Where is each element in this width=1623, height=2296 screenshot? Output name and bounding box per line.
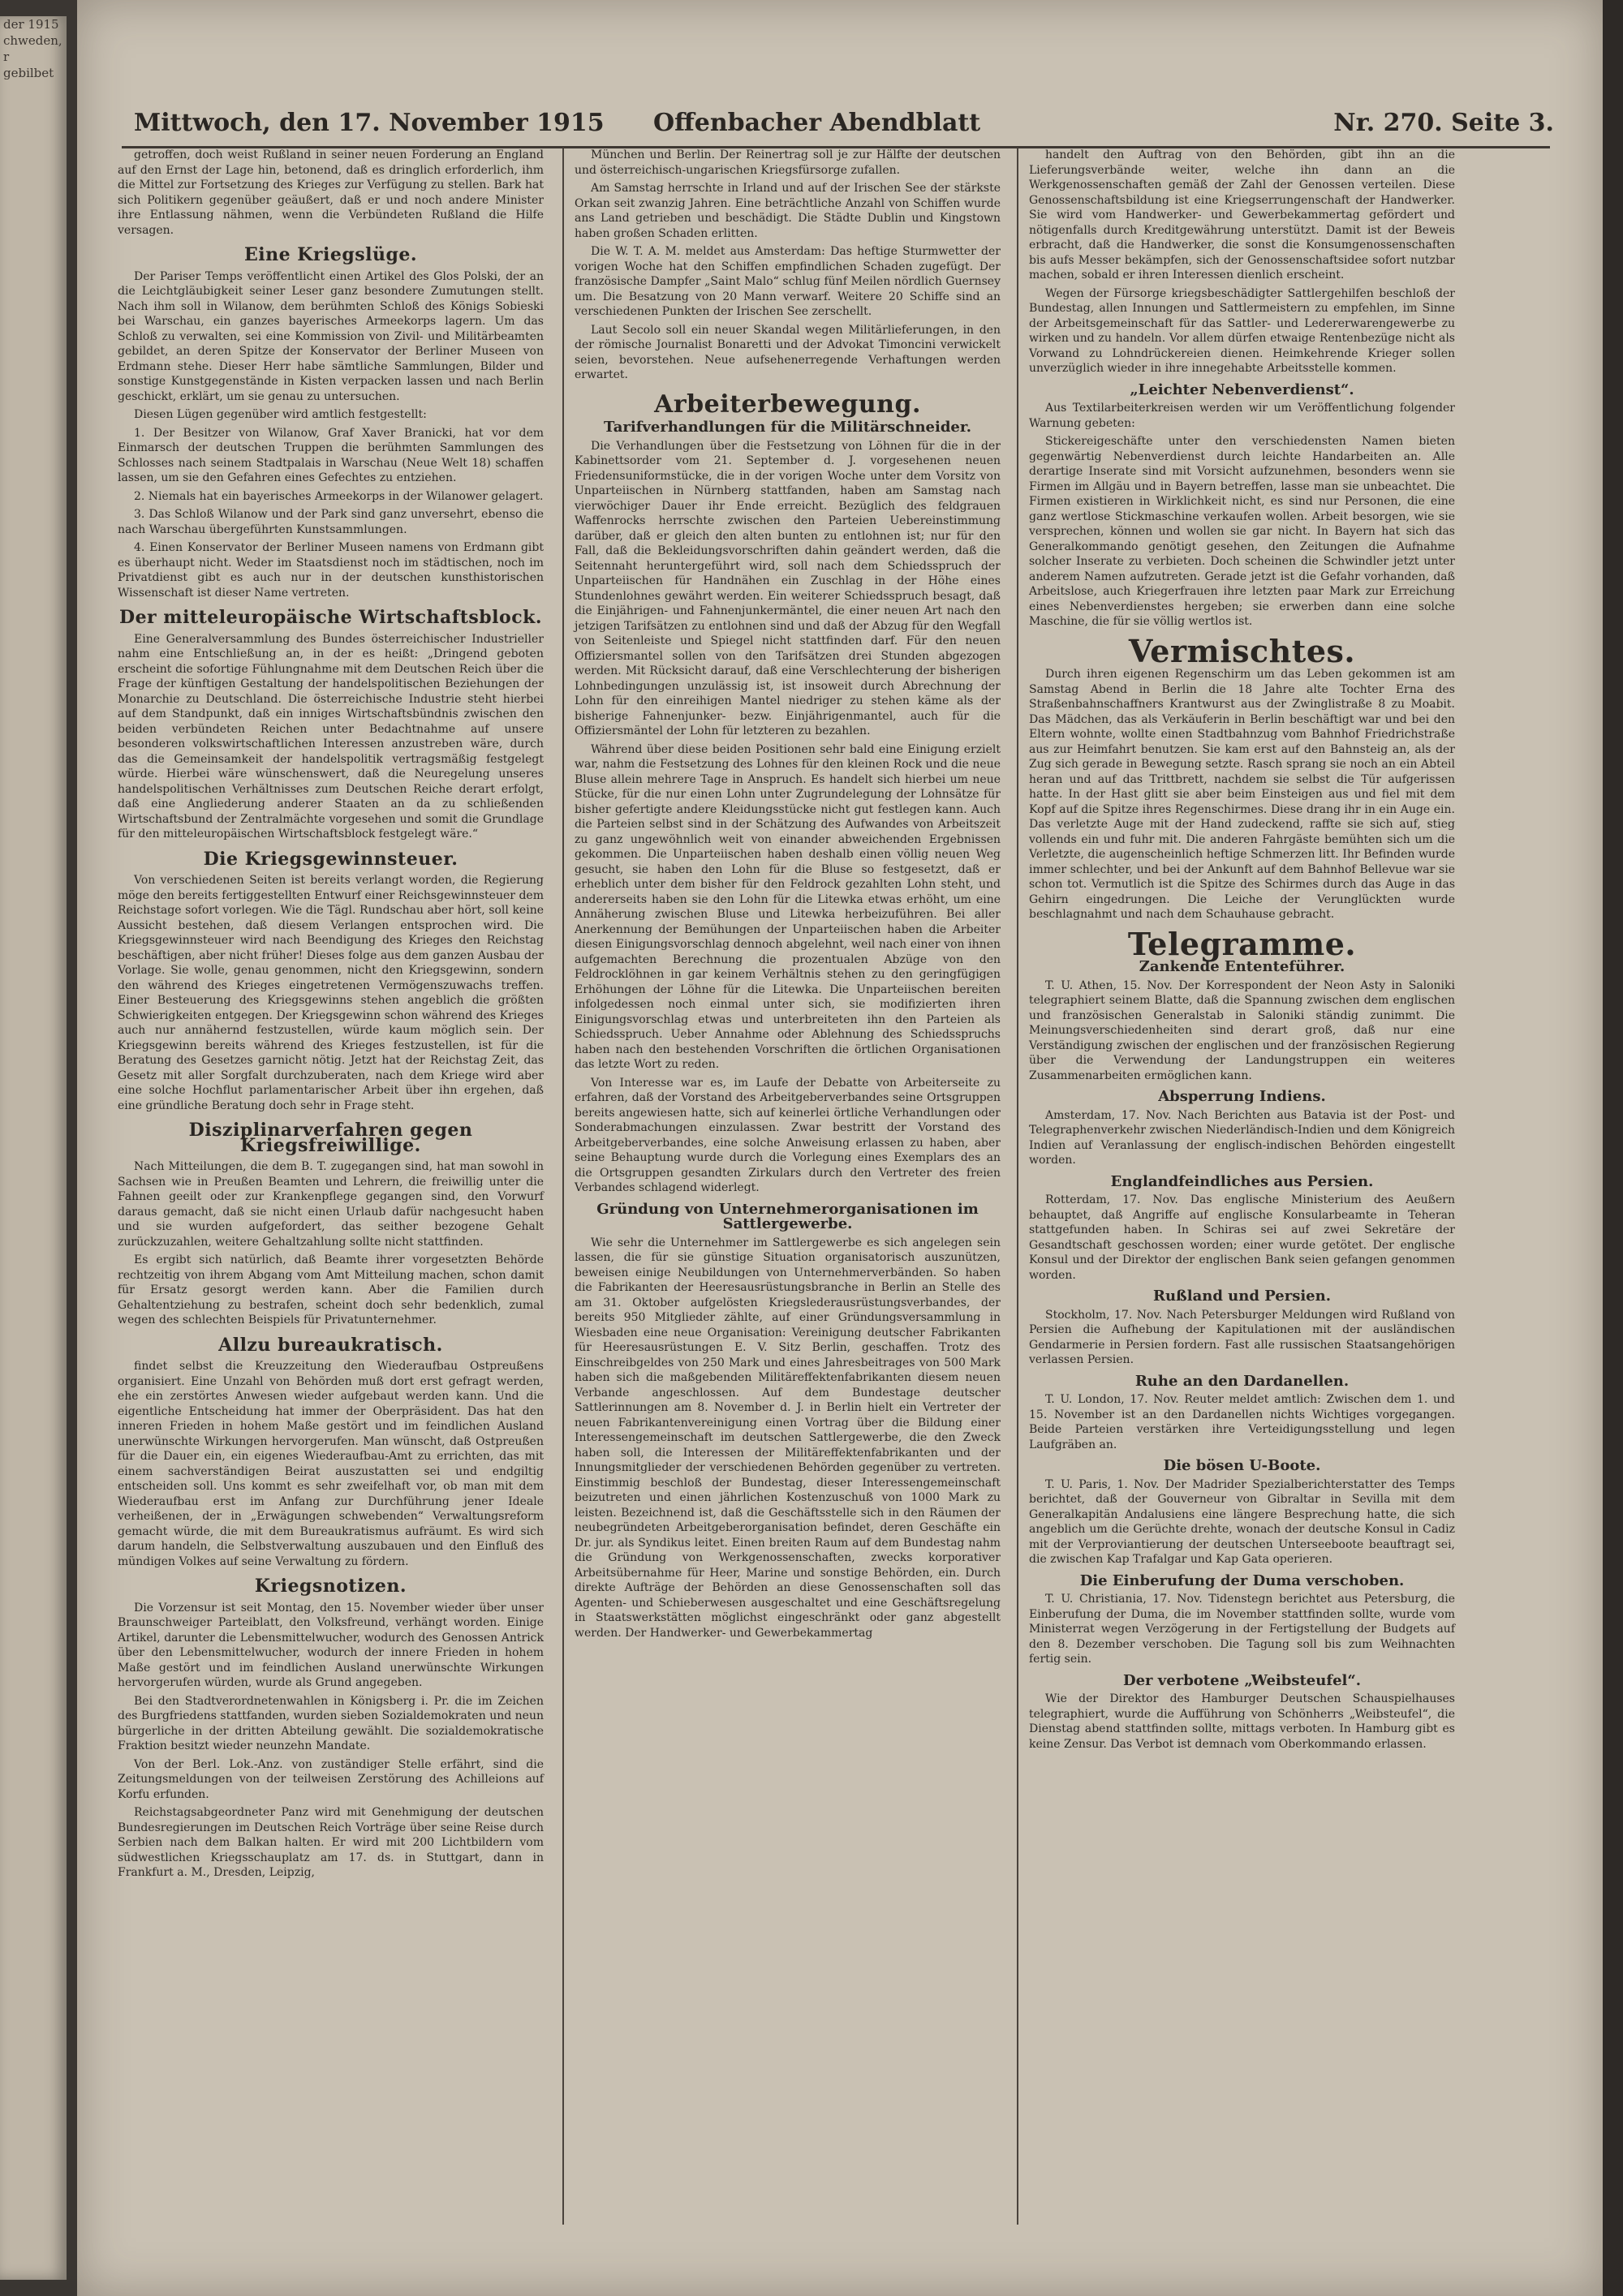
article-heading: Disziplinarverfahren gegen Kriegsfreiwillige. [188, 1120, 473, 1156]
paragraph: Durch ihren eigenen Regenschirm um das Leben gekommen ist am Samstag Abend in Berlin die 18 Jahre alte Tochter Erna des Straßenbahnschaffners Krantwurst aus der Zwinglistraße 8 zu Moabit. Das Mädchen, das als Verkäuferin in Berlin beschäftigt war und bei den Eltern wohnte, wollte einen Stadtbahnzug vom Bahnhof Friedrichstraße aus zur Heimfahrt benutzen. Sie kam erst auf den Bahnsteig an, als der Zug sich gerade in Bewegung setzte. Rasch sprang sie noch an ein Abteil heran und auf das Trittbrett, nachdem sie selbst die Tür aufgerissen hatte. In der Hast glitt sie aber beim Einsteigen aus und fiel mit dem Kopf auf die Spitze ihres Regenschirmes. Diese drang ihr in ein Auge ein. Das verletzte Auge mit der Hand zudeckend, raffte sie sich auf, stieg vollends ein und fuhr mit. Die anderen Fahrgäste bemühten sich um die Verletzte, die augenscheinlich heftige Schmerzen litt. Ihr Befinden wurde immer schlechter, und bei der Ankunft auf dem Bahnhof Bellevue war sie schon tot. Vermutlich ist die Spitze des Schirmes durch das Auge in das Gehirn eingedrungen. Die Leiche der Verunglückten wurde beschlagnahmt und nach dem Schauhause gebracht. [1029, 668, 1455, 921]
column-1 [118, 148, 544, 1884]
section-heading: Vermischtes. [1128, 632, 1356, 669]
article-heading: Ruhe an den Dardanellen. [1134, 1372, 1350, 1390]
paragraph: Die Vorzensur ist seit Montag, den 15. November wieder über unser Braunschweiger Parteiblatt, den Volksfreund, verhängt worden. Einige Artikel, darunter die Lebensmittelwucher, wodurch des Genossen Antrick über den Lebensmittelwucher, wodurch der innere Frieden in hohem Maße gestört und im feindlichen Ausland unerwünschte Wirkungen hervorgerufen würden, wurde als Grund angegeben. [118, 1601, 544, 1689]
prev-page-line: chweden, [3, 33, 62, 48]
paragraph: Rotterdam, 17. Nov. Das englische Ministerium des Aeußern behauptet, daß Angriffe auf englische Konsularbeamte in Teheran stattgefunden haben. In Schiras sei auf zwei Sekretäre der Gesandtschaft geschossen worden; einer wurde getötet. Der englische Konsul und der Direktor der englischen Bank seien gefangen genommen worden. [1029, 1193, 1455, 1282]
prev-page-line: gebilbet [3, 66, 54, 80]
paragraph: Während über diese beiden Positionen sehr bald eine Einigung erzielt war, nahm die Festsetzung des Lohnes für den kleinen Rock und die neue Bluse allein mehrere Tage in Anspruch. Es handelt sich hierbei um neue Stücke, für die nur einen Lohn unter Zugrundelegung der Lohnsätze für bisher gefertigte andere Kleidungsstücke nicht gut festlegen kann. Auch die Parteien selbst sind in der Schätzung des Aufwandes von Arbeitszeit zu ganz ungewöhnlich weit von einander abweichenden Ergebnissen gekommen. Die Unparteiischen haben deshalb einen völlig neuen Weg gesucht, sie haben den Lohn für die Bluse so festgesetzt, daß er erheblich unter dem bisher für den Feldrock gezahlten Lohn steht, und andererseits haben sie den Lohn für die Litewka etwas erhöht, um eine Annäherung zwischen Bluse und Litewka herbeizuführen. Bei aller Anerkennung der Bemühungen der Unparteiischen haben die Arbeiter diesen Einigungsvorschlag dennoch abgelehnt, weil nach einer von ihnen aufgemachten Berechnung die prozentualen Abzüge von den Feldrocklöhnen in gar keinem Verhältnis stehen zu den geringfügigen Erhöhungen der Löhne für die Litewka. Die Unparteiischen bereiten infolgedessen noch einmal unter sich, sie modifizierten ihren Einigungsvorschlag etwas und unterbreiteten ihn den Parteien als Schiedsspruch. Ueber Annahme oder Ablehnung des Schiedsspruchs haben nach den bestehenden Vorschriften die örtlichen Organisationen das letzte Wort zu reden. [575, 742, 1001, 1071]
paragraph: Aus Textilarbeiterkreisen werden wir um Veröffentlichung folgender Warnung gebeten: [1029, 402, 1455, 430]
article-heading: Kriegsnotizen. [254, 1576, 407, 1597]
paragraph: 4. Einen Konservator der Berliner Museen namens von Erdmann gibt es überhaupt nicht. Weder im Staatsdienst noch im städtischen, noch im Privatdienst gibt es auch nur in der deutschen kunsthistorischen Wissenschaft ist dieser Name vertreten. [118, 541, 544, 600]
article-heading: Gründung von Unternehmerorganisationen im Sattlergewerbe. [596, 1200, 979, 1232]
paragraph: T. U. London, 17. Nov. Reuter meldet amtlich: Zwischen dem 1. und 15. November ist an den Dardanellen nichts Wichtiges vorgegangen. Beide Parteien verstärken ihre Verteidigungsstellung und legen Laufgräben an. [1029, 1393, 1455, 1451]
article-heading: Die Kriegsgewinnsteuer. [203, 848, 458, 870]
paragraph: Diesen Lügen gegenüber wird amtlich festgestellt: [134, 408, 427, 421]
paragraph: Wegen der Fürsorge kriegsbeschädigter Sattlergehilfen beschloß der Bundestag, allen Innungen und Sattlermeistern zu empfehlen, im Sinne der Arbeitsgemeinschaft für das Sattler- und Ledererwarengewerbe zu wirken und zu handeln. Vor allem dürfen etwaige Rentenbezüge nicht als Vorwand zu Lohndrückereien dienen. Heimkehrende Krieger sollen unverzüglich wieder in ihre innegehabte Arbeitsstelle kommen. [1029, 286, 1455, 375]
prev-page-line: r [3, 49, 10, 64]
paragraph: 2. Niemals hat ein bayerisches Armeekorps in der Wilanower gelagert. [134, 489, 544, 503]
section-heading: Telegramme. [1127, 925, 1357, 962]
paragraph: Der Pariser Temps veröffentlicht einen Artikel des Glos Polski, der an die Leichtgläubigkeit seiner Leser ganz besondere Zumutungen stellt. Nach ihm soll in Wilanow, dem berühmten Schloß des Königs Sobieski bei Warschau, ein ganzes bayerisches Armeekorps lagern. Um das Schloß zu verwalten, sei eine Kommission von Zivil- und Militärbeamten gebildet, an deren Spitze der Konservator der Berliner Museen von Erdmann stehe. Dieser Herr habe sämtliche Sammlungen, Bilder und sonstige Kunstgegenstände in Kisten verpacken lassen und nach Berlin geschickt, erklärt, um sie genau zu untersuchen. [118, 269, 544, 403]
paragraph: Eine Generalversammlung des Bundes österreichischer Industrieller nahm eine Entschließung an, in der es heißt: „Dringend geboten erscheint die sofortige Fühlungnahme mit dem Deutschen Reich über die Frage der künftigen Gestaltung der handelspolitischen Beziehungen der Monarchie zu Deutschland. Die österreichische Industrie steht hierbei auf dem Standpunkt, daß ein inniges Wirtschaftsbündnis zwischen den beiden verbündeten Reichen unter Bedachtnahme auf unsere besonderen volkswirtschaftlichen Interessen anzustreben wäre, durch das die Gemeinsamkeit der handelspolitik vertragsmäßig festgelegt würde. Hierbei wäre wünschenswert, daß die Neuregelung unseres handelspolitischen Verhältnisses zum Deutschen Reiche derart erfolgt, daß eine Angliederung anderer Staaten an da zu schließenden Wirtschaftsbund der Zentralmächte vorgesehen und somit die Grundlage für den mitteleuropäischen Wirtschaftsblock festgelegt wäre.“ [118, 632, 544, 841]
article-heading: Eine Kriegslüge. [243, 244, 417, 265]
paragraph: T. U. Christiania, 17. Nov. Tidenstegn berichtet aus Petersburg, die Einberufung der Duma, die im November stattfinden sollte, wurde vom Ministerrat wegen Verzögerung in der Fertigstellung der Budgets auf den 8. Dezember verschoben. Die Tagung soll bis zum Weihnachten fertig sein. [1029, 1593, 1455, 1666]
prev-page-line: der 1915 [3, 17, 59, 32]
paragraph: T. U. Paris, 1. Nov. Der Madrider Spezialberichterstatter des Temps berichtet, daß der Gouverneur von Gibraltar in Sevilla mit dem Generalkapitän Andalusiens eine längere Besprechung hatte, die sich angeblich um die Gerüchte drehte, wonach der deutsche Konsul in Cadiz mit der Verproviantierung der deutschen Unterseeboote beauftragt sei, die zwischen Kap Trafalgar und Kap Gata operieren. [1029, 1477, 1455, 1566]
paragraph: Es ergibt sich natürlich, daß Beamte ihrer vorgesetzten Behörde rechtzeitig von ihrem Abgang vom Amt Mitteilung machen, schon damit für Ersatz gesorgt werden kann. Aber die Familien durch Gehaltentziehung zu bestrafen, scheint doch sehr bedenklich, zumal wegen des schlechten Beispiels für Privatunternehmer. [118, 1253, 544, 1326]
article-heading: Absperrung Indiens. [1158, 1088, 1326, 1105]
paragraph: Wie sehr die Unternehmer im Sattlergewerbe es sich angelegen sein lassen, die für sie günstige Situation organisatorisch auszunützen, beweisen einige Neubildungen von Unternehmerverbänden. So haben die Fabrikanten der Heeresausrüstungsbranche in Berlin an Stelle des am 31. Oktober aufgelösten Kriegslederausrüstungsverbandes, der bereits 950 Mitglieder zählte, auf einer Gründungsversammlung in Wiesbaden eine neue Organisation: Vereinigung deutscher Fabrikanten für Heeresausrüstungen E. V. Sitz Berlin, geschaffen. Trotz des Einschreibgeldes von 250 Mark und eines Jahresbeitrages von 500 Mark haben sich die maßgebenden Militäreffektenfabrikanten diesem neuen Verbande angeschlossen. Auf dem Bundestage deutscher Sattlerinnungen am 8. November d. J. in Berlin hielt ein Vertreter der neuen Fabrikantenvereinigung einen Vortrag über die Bildung einer Interessengemeinschaft im deutschen Sattlergewerbe, die den Zweck haben soll, die Interessen der Militäreffektenfabrikanten und der Innungsmitglieder der verschiedenen Behörden gegenüber zu vertreten. Einstimmig beschloß der Bundestag, dieser Interessengemeinschaft beizutreten und einen jährlichen Kostenzuschuß von 1000 Mark zu leisten. Bezeichnend ist, daß die Geschäftsstelle sich in den Räumen der neubegründeten Arbeitgeberorganisation befindet, deren Geschäfte ein Dr. jur. als Syndikus leitet. Einen breiten Raum auf dem Bundestag nahm die Gründung von Werkgenossenschaften, zwecks korporativer Arbeitsübernahme für Heer, Marine und sonstige Behörden, ein. Durch direkte Aufträge der Behörden an diese Genossenschaften soll das Agenten- und Schieberwesen ausgeschaltet und eine Geschäftsregelung in Staatswerkstätten möglichst eingeschränkt oder ganz abgestellt werden. Der Handwerker- und Gewerbekammertag [575, 1236, 1001, 1640]
paragraph: Stickereigeschäfte unter den verschiedensten Namen bieten gegenwärtig Nebenverdienst durch leichte Handarbeiten an. Alle derartige Inserate sind mit Vorsicht aufzunehmen, besonders wenn sie Firmen im Allgäu und in Bayern betreffen, lasse man sie unbeachtet. Die Firmen existieren in Wirklichkeit nicht, es sind nur Personen, die eine ganz wertlose Stickmaschine verkaufen wollen. Arbeit besorgen, wie sie versprechen, können und wollen sie gar nicht. In Bayern hat sich das Generalkommando genötigt gesehen, den Zeitungen die Aufnahme solcher Inserate zu verbieten. Doch scheinen die Schwindler jetzt unter anderem Namen aufzutreten. Gerade jetzt ist die Gefahr vorhanden, daß Arbeitslose, auch Kriegerfrauen ihre letzten paar Mark zur Erreichung eines Nebenverdienstes hergeben; sie erwerben dann eine solche Maschine, die für sie völlig wertlos ist. [1029, 435, 1455, 628]
column-3 [1029, 148, 1455, 1755]
article-heading: Die Einberufung der Duma verschoben. [1079, 1572, 1405, 1589]
paragraph: Reichstagsabgeordneter Panz wird mit Genehmigung der deutschen Bundesregierungen im Deutschen Reich Vorträge über seine Reise durch Serbien nach dem Balkan halten. Er wird mit 200 Lichtbildern vom südwestlichen Kriegsschauplatz am 17. ds. in Stuttgart, dann in Frankfurt a. M., Dresden, Leipzig, [118, 1806, 544, 1879]
paragraph: Von verschiedenen Seiten ist bereits verlangt worden, die Regierung möge den bereits fertiggestellten Entwurf einer Reichsgewinnsteuer dem Reichstage sofort vorlegen. Wie die Tägl. Rundschau aber hört, soll keine Aussicht bestehen, daß diesem Verlangen entsprochen wird. Die Kriegsgewinnsteuer wird nach Beendigung des Krieges den Reichstag beschäftigen, aber nicht früher! Dieses folge aus dem ganzen Ausbau der Vorlage. Sie wolle, genau genommen, nicht den Kriegsgewinn, sondern den während des Krieges eingetretenen Vermögenszuwachs treffen. Einer Besteuerung des Kriegsgewinns stehen angeblich die größten Schwierigkeiten entgegen. Der Kriegsgewinn schon während des Krieges auch nur annähernd festzustellen, würde kaum möglich sein. Der Kriegsgewinn bereits während des Krieges festzustellen, ist für die Beratung des Gesetzes garnicht nötig. Jetzt hat der Reichstag Zeit, das Gesetz mit aller Sorgfalt durchzuberaten, nach dem Kriege wird aber eine solche Hochflut parlamentarischer Arbeit über ihn ergehen, daß eine gründliche Beratung doch sehr in Frage steht. [118, 874, 544, 1112]
paragraph: Bei den Stadtverordnetenwahlen in Königsberg i. Pr. die im Zeichen des Burgfriedens stattfanden, wurden sieben Sozialdemokraten und neun bürgerliche in der dritten Abteilung gewählt. Die sozialdemokratische Fraktion besitzt wieder neunzehn Mandate. [118, 1694, 544, 1752]
column-rule [562, 148, 564, 2225]
header-page-number: Nr. 270. Seite 3. [1333, 109, 1554, 137]
article-heading: Der verbotene „Weibsteufel“. [1122, 1671, 1361, 1689]
header-date: Mittwoch, den 17. November 1915 [134, 109, 605, 137]
article-heading: Der mitteleuropäische Wirtschaftsblock. [118, 607, 542, 628]
article-heading: Zankende Ententeführer. [1139, 958, 1345, 975]
article-heading: Rußland und Persien. [1153, 1288, 1331, 1305]
paragraph: Von Interesse war es, im Laufe der Debatte von Arbeiterseite zu erfahren, daß der Vorstand des Arbeitgeberverbandes seine Ortsgruppen bereits angewiesen hatte, sich auf keinerlei örtliche Verhandlungen oder Sonderabmachungen einzulassen. Zwar bestritt der Vorstand des Arbeitgeberverbandes, eine solche Anweisung erlassen zu haben, aber seine Behauptung wurde durch die Vorlegung eines Exemplars des an die Ortsgruppen gesandten Zirkulars durch den Vertreter des freien Verbandes schlagend widerlegt. [575, 1076, 1001, 1194]
paragraph: T. U. Athen, 15. Nov. Der Korrespondent der Neon Asty in Saloniki telegraphiert seinem Blatte, daß die Spannung zwischen dem englischen und französischen Generalstab in Saloniki ständig zunimmt. Die Meinungsverschiedenheiten sind derart groß, daß nur eine Verständigung zwischen der englischen und der französischen Regierung über die Verwendung der Landungstruppen ein weiteres Zusammenarbeiten ermöglichen kann. [1029, 978, 1455, 1082]
paragraph: Die Verhandlungen über die Festsetzung von Löhnen für die in der Kabinettsorder vom 21. September d. J. vorgesehenen neuen Friedensuniformstücke, die in der vorigen Woche unter dem Vorsitz von Unparteiischen in Nürnberg stattfanden, haben am Samstag nach vierwöchiger Dauer ihr Ende erreicht. Bezüglich des feldgrauen Waffenrocks herrschte zwischen den Parteien Uebereinstimmung darüber, daß er gleich den alten bunten zu entlohnen ist; nur für den Fall, daß die Bekleidungsvorschriften dahin geändert werden, daß die Seitennaht heruntergeführt wird, soll nach dem Schiedsspruch der Unparteiischen für Handnähen ein Zuschlag in der Höhe eines Stundenlohnes gewährt werden. Ein weiterer Schiedsspruch besagt, daß die Einjährigen- und Fahnenjunkermäntel, die einer neuen Art nach den jetzigen Tarifsätzen zu entlohnen sind und daß der Abzug für den Wegfall von Seitenleiste und Spiegel nicht stattfinden darf. Für den neuen Offiziersmantel sollen von den Tarifsätzen drei Stunden abgezogen werden. Mit Rücksicht darauf, daß eine Verschlechterung der bisherigen Lohnbedingungen unzulässig ist, ist insoweit durch Abrechnung der Lohn für den einreihigen Mantel niedriger zu stehen käme als der bisherige Fahnenjunker- bezw. Einjährigenmantel, auch für die Offiziersmäntel der Lohn für letzteren zu bezahlen. [575, 439, 1001, 737]
paragraph: Wie der Direktor des Hamburger Deutschen Schauspielhauses telegraphiert, wurde die Aufführung von Schönherrs „Weibsteufel“, die Dienstag abend stattfinden sollte, mittags verboten. In Hamburg gibt es keine Zensur. Das Verbot ist demnach vom Oberkommando erlassen. [1029, 1692, 1455, 1751]
paragraph: 3. Das Schloß Wilanow und der Park sind ganz unversehrt, ebenso die nach Warschau übergeführten Kunstsammlungen. [118, 508, 544, 536]
paragraph: Nach Mitteilungen, die dem B. T. zugegangen sind, hat man sowohl in Sachsen wie in Preußen Beamten und Lehrern, die freiwillig unter die Fahnen geeilt oder zur Krankenpflege gegangen sind, den Vorwurf daraus gemacht, daß sie nicht einen Urlaub dafür nachgesucht haben und sie wurden aufgefordert, das seither bezogene Gehalt zurückzuzahlen, weitere Gehaltzahlung sollte nicht stattfinden. [118, 1160, 544, 1249]
paragraph: Amsterdam, 17. Nov. Nach Berichten aus Batavia ist der Post- und Telegraphenverkehr zwischen Niederländisch-Indien und dem Königreich Indien auf Veranlassung der englisch-indischen Behörden eingestellt worden. [1029, 1108, 1455, 1167]
column-2 [575, 148, 1001, 1644]
section-heading: Arbeiterbewegung. [654, 389, 921, 419]
paragraph: Laut Secolo soll ein neuer Skandal wegen Militärlieferungen, in den der römische Journalist Bonaretti und der Advokat Timoncini verwickelt seien, bevorstehen. Neue aufsehenerregende Verhaftungen werden erwartet. [575, 323, 1001, 381]
paragraph: Von der Berl. Lok.-Anz. von zuständiger Stelle erfährt, sind die Zeitungsmeldungen von der teilweisen Zerstörung des Achilleions auf Korfu erfunden. [118, 1757, 544, 1801]
paragraph: handelt den Auftrag von den Behörden, gibt ihn an die Lieferungsverbände weiter, welche ihn dann an die Werkgenossenschaften gemäß der Zahl der Genossen verteilen. Diese Genossenschaftsbildung ist eine Kriegserrungenschaft der Handwerker. Sie wird vom Handwerker- und Gewerbekammertag gefördert und nötigenfalls durch Kreditgewährung unterstützt. Damit ist der Beweis erbracht, daß die Handwerker, die sonst die Konsumgenossenschaften bis aufs Messer bekämpfen, sich der Genossenschaftsidee sofort nutzbar machen, sobald er ihren Interessen dienlich erscheint. [1029, 148, 1455, 282]
paragraph: 1. Der Besitzer von Wilanow, Graf Xaver Branicki, hat vor dem Einmarsch der deutschen Truppen die berühmten Sammlungen des Schlosses nach seinem Stadtpalais in Warschau (Neue Welt 18) schaffen lassen, um sie den Gefahren eines Gefechtes zu entziehen. [118, 426, 544, 484]
page-header [134, 105, 1554, 144]
article-heading: „Leichter Nebenverdienst“. [1130, 381, 1354, 398]
article-heading: Die bösen U-Boote. [1163, 1457, 1321, 1474]
column-rule [1017, 148, 1018, 2225]
paragraph: getroffen, doch weist Rußland in seiner neuen Forderung an England auf den Ernst der Lage hin, betonend, daß es dringlich erforderlich, ihm die Mittel zur Fortsetzung des Krieges zur Verfügung zu stellen. Bark hat sich Politikern gegenüber geäußert, daß er und noch andere Minister ihre Entlassung nähmen, wenn die Verbündeten Rußland die Hilfe versagen. [118, 148, 544, 237]
header-paper-name: Offenbacher Abendblatt [653, 109, 981, 137]
paragraph: Stockholm, 17. Nov. Nach Petersburger Meldungen wird Rußland von Persien die Aufhebung der Kapitulationen mit der ausländischen Gendarmerie in Persien fordern. Fast alle russischen Staatsangehörigen verlassen Persien. [1029, 1308, 1455, 1366]
article-heading: Tarifverhandlungen für die Militärschneider. [604, 419, 971, 436]
article-heading: Englandfeindliches aus Persien. [1110, 1172, 1374, 1190]
previous-page-edge [0, 16, 67, 2280]
paragraph: findet selbst die Kreuzzeitung den Wiederaufbau Ostpreußens organisiert. Eine Unzahl von Behörden muß dort erst gefragt werden, ehe ein zerstörtes Anwesen wieder aufgebaut werden kann. Und die eigentliche Entscheidung hat immer der Oberpräsident. Das hat den inneren Frieden in hohem Maße gestört und im feindlichen Ausland unerwünschte Wirkungen hervorgerufen. Man wünscht, daß Ostpreußen für die Dauer ein, ein eigenes Wiederaufbau-Amt zu errichten, das mit einem sachverständigen Beirat auszustatten sei und endgiltig entscheiden soll. Uns kommt es sehr zweifelhaft vor, ob man mit dem Wiederaufbau erst im Anfang zur Durchführung jener Ideale verheißenen, der in „Erwägungen schwebenden“ Verwaltungsreform gemacht würde, die mit dem Bureaukratismus aufräumt. Es wird sich darum handeln, die Selbstverwaltung auszubauen und den Einfluß des mündigen Volkes auf seine Verwaltung zu fördern. [118, 1360, 544, 1568]
paragraph: Die W. T. A. M. meldet aus Amsterdam: Das heftige Sturmwetter der vorigen Woche hat den Schiffen empfindlichen Schaden zugefügt. Der französische Dampfer „Saint Malo“ schlug fünf Meilen nördlich Guernsey um. Die Besatzung von 20 Mann verwarf. Weitere 20 Schiffe sind an verschiedenen Punkten der Irischen See zerschellt. [575, 245, 1001, 318]
paragraph: München und Berlin. Der Reinertrag soll je zur Hälfte der deutschen und österreichisch-ungarischen Kriegsfürsorge zufallen. [575, 148, 1001, 177]
article-heading: Allzu bureaukratisch. [218, 1334, 443, 1356]
book-spine-edge [1603, 0, 1623, 2296]
paragraph: Am Samstag herrschte in Irland und auf der Irischen See der stärkste Orkan seit zwanzig Jahren. Eine beträchtliche Anzahl von Schiffen wurde ans Land getrieben und beschädigt. Die Städte Dublin und Kingstown haben großen Schaden erlitten. [575, 182, 1001, 240]
